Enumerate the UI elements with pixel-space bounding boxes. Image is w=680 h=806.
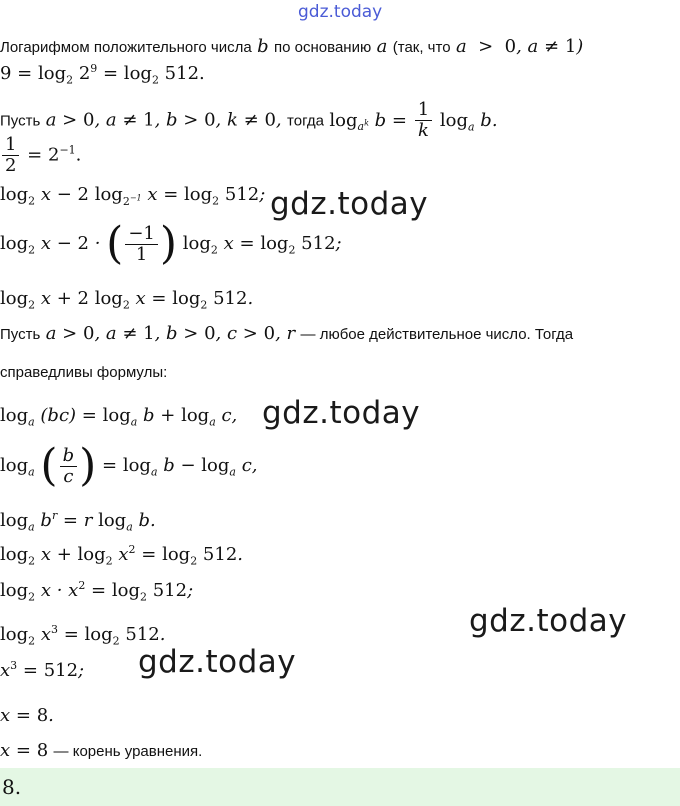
quotient-rule: $\log_a$ ( $\frac{b}{c}$ ) = $\log_a b - \log_a c$,	[0, 440, 258, 491]
property-formula: $\log_{a^k} b$ = $\frac{1}{k}$ $\log_a b$.	[329, 99, 498, 141]
formulas-line	[0, 361, 167, 384]
half-equation: $\frac{1}{2}$ = $2^{-1}$.	[0, 135, 81, 176]
definition-line	[0, 36, 583, 59]
base-phrase: по основанию	[274, 39, 372, 56]
equation-step-6: $\log_2 x^3 = \log_2 512$.	[0, 623, 166, 648]
let-text-2: Пусть	[0, 326, 41, 343]
any-real-text: — любое действительное число. Тогда	[300, 326, 574, 343]
watermark-4: gdz.today	[138, 644, 297, 680]
root-line	[0, 740, 202, 763]
answer-box	[0, 768, 680, 806]
answer-value: 8.	[2, 775, 22, 799]
equation-step-8: x = 8.	[0, 705, 54, 726]
watermark-2: gdz.today	[262, 395, 421, 431]
power-rule: $\log_a b^r = r$ $\log_a b$.	[0, 509, 156, 534]
equation-step-4: $\log_2 x + \log_2 x^2 = \log_2 512$.	[0, 543, 244, 568]
formulas-text: справедливы формулы:	[0, 364, 168, 381]
product-rule: $\log_a (bc) = \log_a b + \log_a c$,	[0, 405, 238, 429]
header-watermark: gdz.today	[298, 2, 383, 22]
intro-text: Логарифмом положительного числа	[0, 39, 252, 56]
equation-step-7: $x^3 = 512$;	[0, 659, 85, 681]
property-conditions: a > 0, a ≠ 1, b > 0, k ≠ 0,	[45, 109, 282, 131]
root-equation: x = 8	[0, 740, 49, 761]
watermark-1: gdz.today	[270, 186, 429, 222]
watermark-3: gdz.today	[469, 603, 628, 639]
math-a: a	[376, 36, 388, 57]
rules-intro-line	[0, 323, 573, 346]
let-text-1: Пусть	[0, 112, 41, 130]
equation-step-3: $\log_2 x + 2$ $\log_2 x = \log_2 512$.	[0, 288, 254, 312]
equation-step-5: $\log_2 x \cdot x^2 = \log_2 512$;	[0, 579, 194, 604]
math-condition: a > 0, a ≠ 1)	[455, 36, 584, 57]
equation-step-2: $\log_2 x - 2$ · ( $\frac{-1}{1}$ ) $\log_2 x = \log_2 512$;	[0, 218, 342, 269]
root-text: — корень уравнения.	[53, 743, 203, 760]
math-b: b	[257, 36, 269, 57]
rules-conditions: a > 0, a ≠ 1, b > 0, c > 0, r	[45, 323, 296, 344]
equation-9: $9 = \log_2 2^9 = \log_2 512$.	[0, 62, 205, 87]
tak-chto-text: (так, что	[392, 39, 451, 56]
then-text: тогда	[287, 112, 324, 130]
equation-step-1: $\log_2 x - 2$ $\log_{2^{-1}} x = \log_2 512$;	[0, 184, 266, 208]
